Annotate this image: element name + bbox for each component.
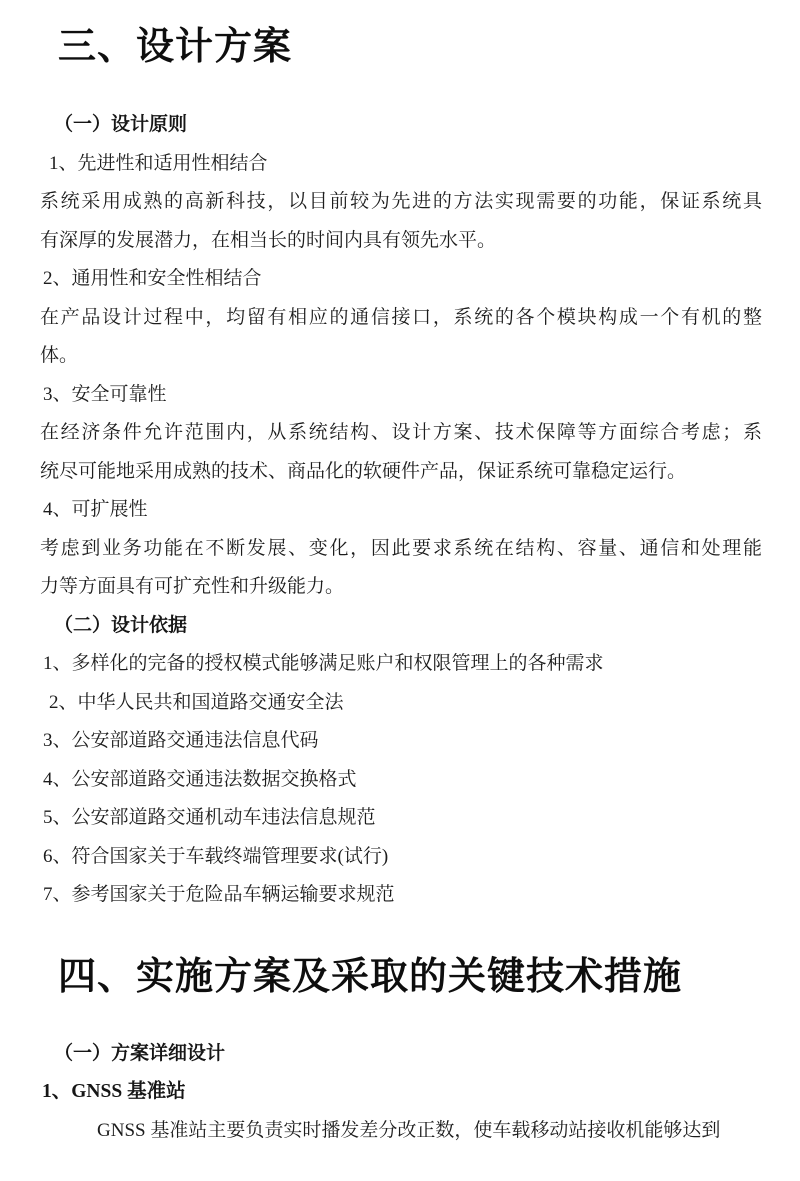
design-basis-item: 3、公安部道路交通违法信息代码 — [43, 730, 319, 751]
gnss-base-station-title: 1、GNSS 基准站 — [42, 1081, 186, 1102]
subheading-detailed-plan: （一）方案详细设计 — [54, 1042, 226, 1064]
principle-4-text-line: 力等方面具有可扩充性和升级能力。 — [40, 576, 345, 597]
principle-1-text-line: 有深厚的发展潜力，在相当长的时间内具有领先水平。 — [40, 229, 497, 251]
design-basis-item: 2、中华人民共和国道路交通安全法 — [49, 691, 344, 713]
subheading-design-basis: （二）设计依据 — [54, 614, 188, 636]
design-basis-item: 1、多样化的完备的授权模式能够满足账户和权限管理上的各种需求 — [43, 653, 604, 674]
principle-2-text-line: 在产品设计过程中，均留有相应的通信接口，系统的各个模块构成一个有机的整 — [40, 306, 762, 328]
design-basis-item: 7、参考国家关于危险品车辆运输要求规范 — [43, 884, 395, 905]
principle-3-title: 3、安全可靠性 — [43, 383, 167, 405]
section-3-heading: 三、设计方案 — [58, 26, 293, 68]
principle-3-text-line: 在经济条件允许范围内，从系统结构、设计方案、技术保障等方面综合考虑；系 — [40, 422, 762, 443]
principle-3-text-line: 统尽可能地采用成熟的技术、商品化的软硬件产品，保证系统可靠稳定运行。 — [40, 460, 687, 482]
design-basis-item: 6、符合国家关于车载终端管理要求(试行) — [43, 845, 389, 867]
design-basis-item: 5、公安部道路交通机动车违法信息规范 — [43, 807, 376, 828]
principle-2-title: 2、通用性和安全性相结合 — [43, 268, 262, 289]
principle-1-text-line: 系统采用成熟的高新科技，以目前较为先进的方法实现需要的功能，保证系统具 — [40, 191, 762, 212]
gnss-base-station-text-line: GNSS 基准站主要负责实时播发差分改正数，使车载移动站接收机能够达到 — [97, 1119, 721, 1141]
principle-4-text-line: 考虑到业务功能在不断发展、变化，因此要求系统在结构、容量、通信和处理能 — [40, 537, 762, 559]
principle-4-title: 4、可扩展性 — [43, 499, 148, 520]
design-basis-item: 4、公安部道路交通违法数据交换格式 — [43, 768, 357, 790]
principle-2-text-line: 体。 — [40, 345, 79, 366]
subheading-design-principles: （一）设计原则 — [54, 114, 188, 135]
principle-1-title: 1、先进性和适用性相结合 — [49, 152, 268, 174]
section-4-heading: 四、实施方案及采取的关键技术措施 — [58, 955, 683, 998]
